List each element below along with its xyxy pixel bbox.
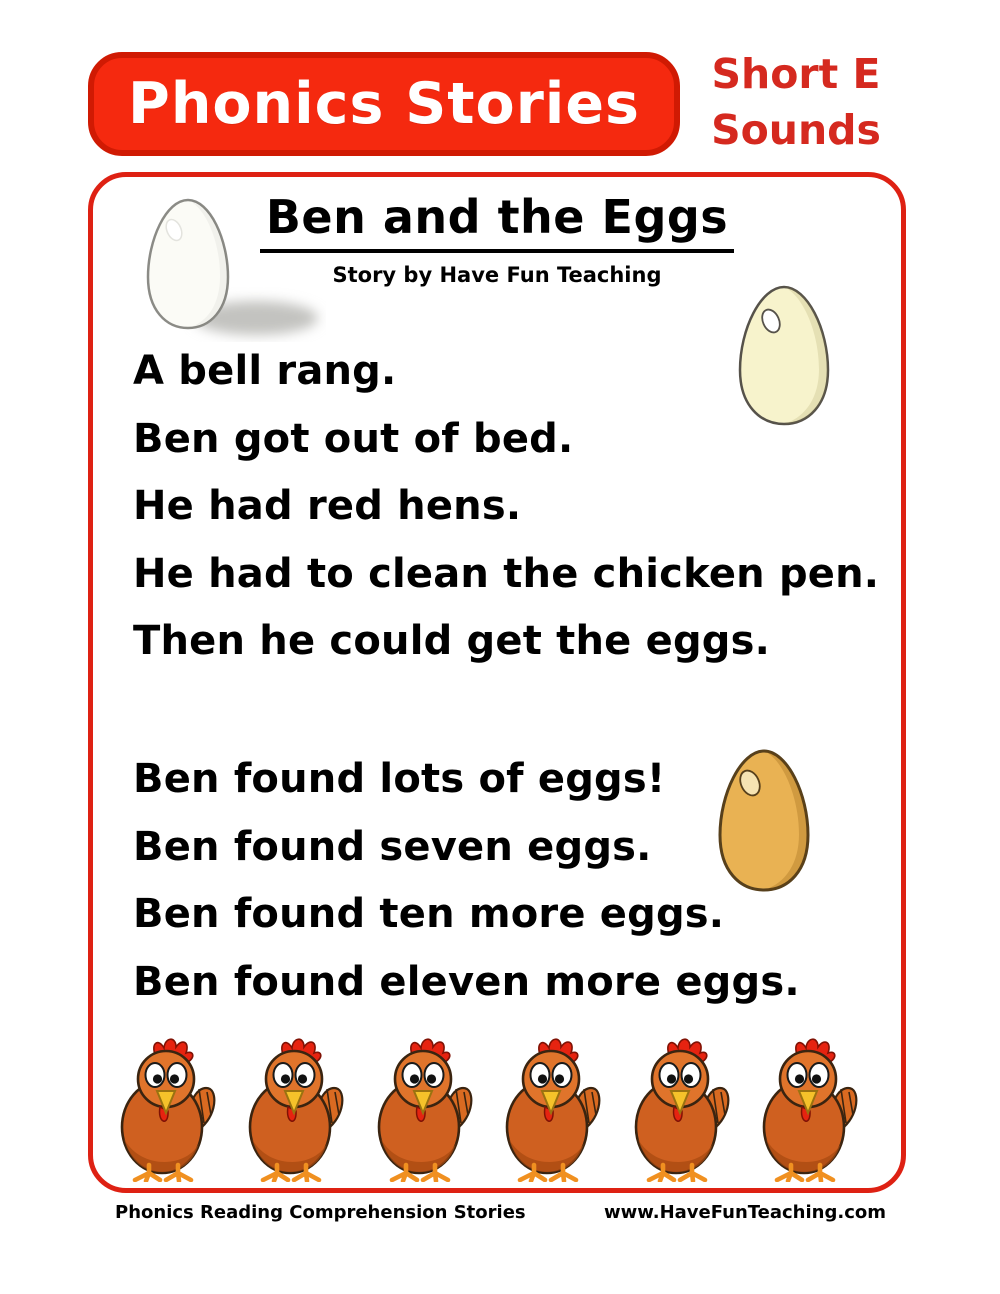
footer-website: www.HaveFunTeaching.com: [604, 1202, 886, 1223]
footer-series-label: Phonics Reading Comprehension Stories: [115, 1202, 526, 1223]
story-line: Ben got out of bed.: [133, 415, 574, 462]
story-byline: Story by Have Fun Teaching: [332, 263, 662, 287]
chicken-icon: [501, 1035, 601, 1182]
story-paragraph-2: [133, 746, 800, 1016]
story-line: He had to clean the chicken pen.: [133, 550, 880, 597]
topic-line-2: Sounds: [711, 106, 881, 154]
story-line: Ben found ten more eggs.: [133, 891, 725, 937]
chicken-icon: [630, 1035, 730, 1182]
topic-label: [688, 46, 904, 158]
chicken-icon: [116, 1035, 216, 1182]
banner-title: Phonics Stories: [128, 71, 640, 137]
phonics-stories-banner: [88, 52, 680, 156]
story-line: Ben found lots of eggs!: [133, 756, 666, 802]
chicken-icon: [244, 1035, 344, 1182]
story-line: Ben found eleven more eggs.: [133, 958, 800, 1005]
story-line: Ben found seven eggs.: [133, 823, 652, 870]
chicken-row: [116, 1032, 858, 1182]
story-line: Then he could get the eggs.: [133, 618, 771, 664]
page-footer: [0, 1202, 1000, 1223]
story-line: A bell rang.: [133, 348, 397, 394]
chicken-icon: [373, 1035, 473, 1182]
story-paragraph-1: [133, 338, 879, 676]
chicken-icon: [758, 1035, 858, 1182]
story-title: Ben and the Eggs: [260, 190, 734, 253]
topic-line-1: Short E: [711, 50, 881, 98]
story-line: He had red hens.: [133, 483, 522, 529]
